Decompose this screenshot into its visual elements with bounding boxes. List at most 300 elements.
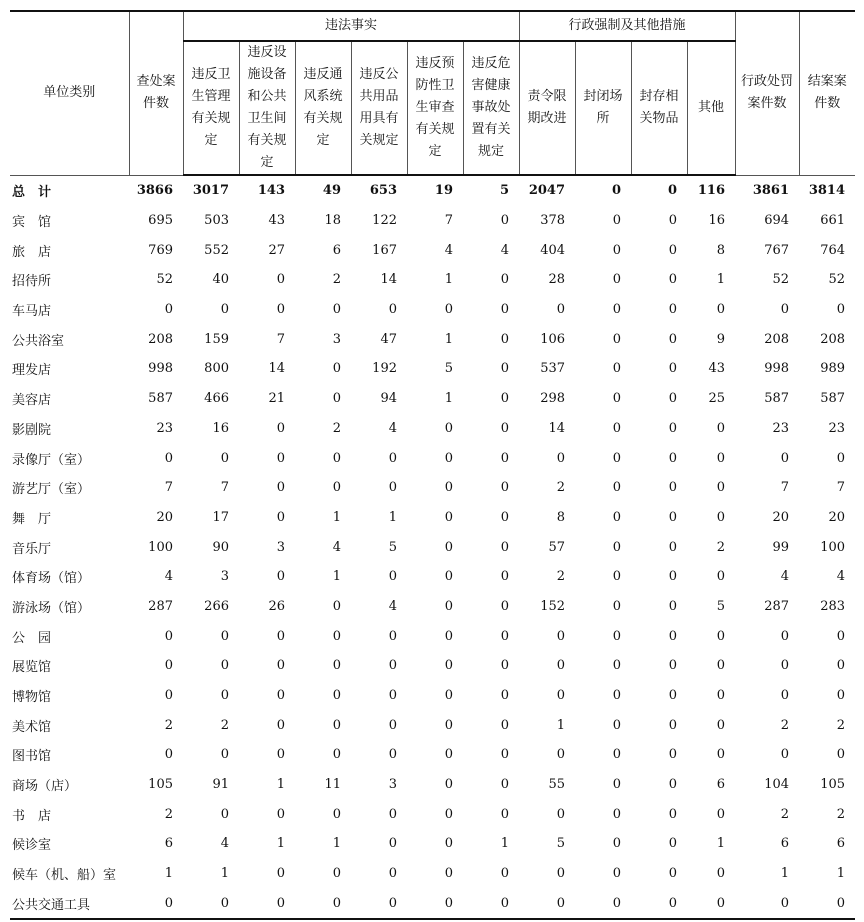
table-cell: 0 — [612, 213, 622, 229]
table-cell: 4 — [388, 598, 397, 614]
table-cell: 764 — [820, 242, 846, 258]
table-cell: 1 — [332, 569, 341, 585]
table-cell: 2 — [164, 806, 173, 822]
table-cell: 0 — [332, 717, 341, 733]
table-cell: 0 — [668, 569, 678, 585]
table-cell: 1 — [780, 866, 790, 882]
table-cell: 0 — [716, 569, 726, 585]
table-row — [10, 473, 855, 503]
table-cell: 287 — [764, 598, 790, 614]
row-label: 公 园 — [12, 630, 52, 646]
table-cell: 1 — [444, 331, 453, 347]
table-cell: 0 — [668, 866, 678, 882]
table-cell: 0 — [276, 658, 285, 674]
table-cell: 2 — [780, 806, 790, 822]
table-cell: 104 — [764, 777, 790, 793]
row-label: 车马店 — [12, 304, 52, 320]
table-cell: 7 — [220, 480, 229, 496]
table-cell: 0 — [276, 302, 285, 318]
table-cell: 0 — [388, 302, 397, 318]
table-cell: 0 — [239, 889, 295, 920]
table-cell: 0 — [612, 658, 622, 674]
table-cell: 0 — [668, 272, 678, 288]
table-cell: 0 — [735, 889, 799, 920]
table-cell: 90 — [212, 539, 229, 555]
table-cell: 587 — [148, 391, 173, 407]
table-cell: 159 — [204, 331, 229, 347]
table-cell: 0 — [500, 361, 510, 377]
table-cell: 0 — [388, 836, 397, 852]
row-label: 总 计 — [12, 185, 52, 201]
table-cell: 0 — [332, 361, 341, 377]
row-label: 招待所 — [12, 274, 52, 290]
table-cell: 0 — [500, 420, 510, 436]
table-cell: 0 — [444, 569, 453, 585]
table-row — [10, 324, 855, 354]
header-unit-type: 单位类别 — [10, 11, 129, 175]
table-cell: 1 — [836, 866, 846, 882]
table-row — [10, 681, 855, 711]
table-cell: 0 — [220, 628, 229, 644]
table-row — [10, 532, 855, 562]
table-cell: 0 — [332, 598, 341, 614]
table-cell: 208 — [820, 331, 846, 347]
header-fact-public-articles: 违反公共用品用具有关规定 — [351, 41, 407, 175]
table-cell: 0 — [668, 391, 678, 407]
table-cell: 537 — [540, 361, 566, 377]
table-cell: 1 — [388, 509, 397, 525]
table-cell: 0 — [276, 747, 285, 763]
table-cell: 52 — [156, 272, 173, 288]
table-cell: 0 — [716, 658, 726, 674]
table-cell: 3866 — [136, 183, 173, 199]
table-cell: 7 — [444, 213, 453, 229]
table-cell: 0 — [668, 658, 678, 674]
table-cell: 20 — [156, 509, 173, 525]
header-measure-other: 其他 — [687, 41, 735, 175]
table-cell: 0 — [388, 628, 397, 644]
row-label: 录像厅（室） — [12, 452, 91, 468]
header-fact-facilities-toilets: 违反设施设备和公共卫生间有关规定 — [239, 41, 295, 175]
table-cell: 0 — [444, 539, 453, 555]
table-cell: 0 — [612, 569, 622, 585]
table-cell: 0 — [612, 391, 622, 407]
table-cell: 0 — [388, 480, 397, 496]
table-cell: 6 — [780, 836, 790, 852]
table-cell: 1 — [276, 836, 285, 852]
table-cell: 94 — [380, 391, 397, 407]
table-cell: 0 — [500, 806, 510, 822]
table-cell: 0 — [667, 183, 678, 199]
table-cell: 7 — [836, 480, 846, 496]
table-cell: 0 — [444, 598, 453, 614]
table-cell: 0 — [519, 889, 575, 920]
table-cell: 0 — [388, 866, 397, 882]
header-measure-close-premises: 封闭场所 — [575, 41, 631, 175]
table-cell: 8 — [716, 242, 726, 258]
table-cell: 3814 — [808, 183, 846, 199]
table-cell: 106 — [540, 331, 566, 347]
table-cell: 14 — [380, 272, 397, 288]
table-cell: 1 — [332, 836, 341, 852]
table-row — [10, 829, 855, 859]
header-group-violation-facts: 违法事实 — [183, 11, 519, 41]
table-cell: 3 — [276, 539, 285, 555]
table-cell: 0 — [500, 331, 510, 347]
row-label: 书 店 — [12, 808, 52, 824]
table-cell: 0 — [556, 658, 566, 674]
table-row — [10, 206, 855, 236]
table-cell: 0 — [444, 628, 453, 644]
table-cell: 23 — [772, 420, 790, 436]
table-cell: 0 — [780, 658, 790, 674]
table-cell: 0 — [444, 688, 453, 704]
table-cell: 0 — [444, 747, 453, 763]
table-cell: 26 — [268, 598, 285, 614]
table-cell: 0 — [332, 747, 341, 763]
table-cell: 0 — [556, 688, 566, 704]
table-row — [10, 562, 855, 592]
table-cell: 0 — [276, 717, 285, 733]
table-cell: 19 — [434, 183, 453, 199]
table-cell: 0 — [500, 777, 510, 793]
table-cell: 0 — [575, 889, 631, 920]
row-label: 音乐厅 — [12, 541, 52, 557]
table-cell: 0 — [500, 213, 510, 229]
table-cell: 2 — [556, 569, 566, 585]
table-cell: 0 — [388, 806, 397, 822]
table-cell: 0 — [716, 747, 726, 763]
table-cell: 0 — [668, 628, 678, 644]
table-row — [10, 621, 855, 651]
table-cell: 0 — [799, 889, 855, 920]
table-cell: 0 — [351, 889, 407, 920]
table-cell: 0 — [332, 480, 341, 496]
table-cell: 16 — [212, 420, 229, 436]
table-cell: 0 — [276, 628, 285, 644]
table-cell: 0 — [276, 272, 285, 288]
table-cell: 0 — [332, 391, 341, 407]
table-cell: 9 — [716, 331, 726, 347]
table-cell: 0 — [332, 688, 341, 704]
table-cell: 0 — [612, 866, 622, 882]
table-cell: 6 — [836, 836, 846, 852]
table-cell: 0 — [668, 361, 678, 377]
table-cell: 0 — [164, 302, 173, 318]
table-cell: 2 — [716, 539, 726, 555]
table-cell: 0 — [164, 747, 173, 763]
table-cell: 8 — [556, 509, 566, 525]
table-cell: 0 — [716, 480, 726, 496]
table-cell: 0 — [836, 688, 846, 704]
table-cell: 0 — [164, 658, 173, 674]
table-cell: 0 — [668, 302, 678, 318]
table-cell: 2 — [780, 717, 790, 733]
header-group-enforcement-measures: 行政强制及其他措施 — [519, 11, 735, 41]
header-closed-cases: 结案案件数 — [799, 11, 855, 175]
table-cell: 6 — [164, 836, 173, 852]
row-label: 宾 馆 — [12, 215, 52, 231]
table-cell: 0 — [668, 598, 678, 614]
table-cell: 4 — [220, 836, 229, 852]
table-cell: 0 — [631, 889, 687, 920]
table-cell: 99 — [772, 539, 790, 555]
header-penalty-cases: 行政处罚案件数 — [735, 11, 799, 175]
table-cell: 20 — [828, 509, 846, 525]
table-row — [10, 859, 855, 889]
table-cell: 695 — [148, 213, 173, 229]
table-cell: 0 — [220, 658, 229, 674]
table-cell: 0 — [276, 806, 285, 822]
table-cell: 0 — [444, 302, 453, 318]
table-cell: 0 — [836, 658, 846, 674]
table-cell: 0 — [276, 509, 285, 525]
table-cell: 0 — [444, 836, 453, 852]
table-cell: 208 — [764, 331, 790, 347]
table-cell: 116 — [697, 183, 726, 199]
table-cell: 0 — [332, 628, 341, 644]
table-cell: 0 — [332, 450, 341, 466]
table-cell: 3 — [388, 777, 397, 793]
table-cell: 6 — [716, 777, 726, 793]
table-cell: 14 — [268, 361, 285, 377]
table-cell: 5 — [556, 836, 566, 852]
table-cell: 2 — [332, 420, 341, 436]
table-cell: 0 — [500, 450, 510, 466]
table-cell: 0 — [500, 480, 510, 496]
table-cell: 0 — [611, 183, 622, 199]
table-cell: 27 — [268, 242, 285, 258]
table-cell: 0 — [612, 806, 622, 822]
table-cell: 0 — [220, 806, 229, 822]
header-measure-rectification: 责令限期改进 — [519, 41, 575, 175]
table-cell: 43 — [708, 361, 726, 377]
table-cell: 28 — [548, 272, 566, 288]
table-cell: 16 — [708, 213, 726, 229]
table-cell: 0 — [500, 391, 510, 407]
row-label: 体育场（馆） — [12, 571, 91, 587]
table-cell: 2 — [836, 717, 846, 733]
table-cell: 23 — [156, 420, 173, 436]
row-label: 公共交通工具 — [10, 889, 129, 920]
table-cell: 0 — [332, 302, 341, 318]
header-fact-hygiene-management: 违反卫生管理有关规定 — [183, 41, 239, 175]
table-cell: 1 — [444, 391, 453, 407]
table-cell: 0 — [463, 889, 519, 920]
table-row — [10, 354, 855, 384]
table-cell: 0 — [716, 688, 726, 704]
table-cell: 0 — [612, 688, 622, 704]
table-cell: 0 — [612, 717, 622, 733]
table-cell: 0 — [444, 509, 453, 525]
table-cell: 0 — [668, 242, 678, 258]
table-cell: 0 — [836, 450, 846, 466]
table-cell: 2 — [836, 806, 846, 822]
table-cell: 105 — [148, 777, 173, 793]
table-body — [10, 175, 855, 919]
table-cell: 122 — [372, 213, 397, 229]
table-cell: 0 — [668, 420, 678, 436]
table-cell: 0 — [668, 777, 678, 793]
table-cell: 91 — [212, 777, 229, 793]
table-cell: 1 — [500, 836, 510, 852]
table-cell: 14 — [548, 420, 566, 436]
table-cell: 0 — [500, 272, 510, 288]
table-cell: 0 — [500, 569, 510, 585]
table-cell: 0 — [556, 747, 566, 763]
table-cell: 208 — [148, 331, 173, 347]
row-label: 美容店 — [12, 393, 52, 409]
table-cell: 0 — [129, 889, 183, 920]
header-fact-preventive-review: 违反预防性卫生审查有关规定 — [407, 41, 463, 175]
row-label: 舞 厅 — [12, 511, 52, 527]
table-cell: 0 — [164, 628, 173, 644]
table-cell: 0 — [444, 777, 453, 793]
table-cell: 404 — [540, 242, 566, 258]
table-cell: 47 — [380, 331, 397, 347]
table-cell: 0 — [556, 450, 566, 466]
table-cell: 0 — [612, 480, 622, 496]
table-cell: 283 — [820, 598, 846, 614]
table-cell: 0 — [612, 747, 622, 763]
table-cell: 1 — [220, 866, 229, 882]
table-row — [10, 710, 855, 740]
table-cell: 0 — [780, 628, 790, 644]
table-cell: 0 — [183, 889, 239, 920]
table-cell: 0 — [500, 598, 510, 614]
table-cell: 5 — [388, 539, 397, 555]
table-cell: 1 — [716, 272, 726, 288]
table-cell: 2 — [164, 717, 173, 733]
table-cell: 0 — [716, 420, 726, 436]
table-cell: 0 — [220, 688, 229, 704]
table-cell: 0 — [612, 242, 622, 258]
table-cell: 4 — [836, 569, 846, 585]
table-cell: 0 — [276, 480, 285, 496]
table-row — [10, 592, 855, 622]
table-row — [10, 740, 855, 770]
row-label: 展览馆 — [12, 660, 52, 676]
table-cell: 0 — [836, 747, 846, 763]
row-label: 博物馆 — [12, 690, 52, 706]
table-cell: 7 — [276, 331, 285, 347]
table-cell: 0 — [407, 889, 463, 920]
table-cell: 0 — [276, 688, 285, 704]
row-label: 公共浴室 — [12, 333, 65, 349]
table-cell: 0 — [668, 747, 678, 763]
table-cell: 100 — [820, 539, 846, 555]
table-cell: 0 — [444, 806, 453, 822]
table-row-total — [10, 175, 855, 206]
table-cell: 40 — [212, 272, 229, 288]
table-cell: 661 — [820, 213, 846, 229]
table-cell: 0 — [500, 658, 510, 674]
table-cell: 0 — [716, 450, 726, 466]
table-cell: 0 — [388, 569, 397, 585]
table-cell: 1 — [716, 836, 726, 852]
row-label: 游泳场（馆） — [12, 600, 91, 616]
table-cell: 0 — [668, 331, 678, 347]
table-cell: 17 — [212, 509, 229, 525]
table-cell: 2 — [556, 480, 566, 496]
table-cell: 57 — [548, 539, 566, 555]
table-cell: 0 — [500, 717, 510, 733]
table-cell: 466 — [204, 391, 229, 407]
table-cell: 18 — [324, 213, 341, 229]
table-cell: 0 — [668, 717, 678, 733]
table-cell: 0 — [444, 420, 453, 436]
table-cell: 0 — [500, 747, 510, 763]
table-cell: 11 — [324, 777, 341, 793]
table-cell: 0 — [612, 361, 622, 377]
table-cell: 0 — [716, 717, 726, 733]
table-cell: 1 — [444, 272, 453, 288]
table-cell: 0 — [500, 302, 510, 318]
table-cell: 287 — [148, 598, 173, 614]
table-cell: 0 — [612, 450, 622, 466]
table-row — [10, 384, 855, 414]
table-row — [10, 295, 855, 325]
table-cell: 5 — [716, 598, 726, 614]
table-cell: 0 — [836, 628, 846, 644]
table-cell: 0 — [388, 688, 397, 704]
table-cell: 653 — [369, 183, 397, 199]
table-cell: 0 — [444, 717, 453, 733]
table-cell: 0 — [556, 628, 566, 644]
table-cell: 0 — [612, 331, 622, 347]
table-row — [10, 235, 855, 265]
table-cell: 52 — [828, 272, 846, 288]
table-cell: 0 — [612, 598, 622, 614]
table-cell: 0 — [444, 450, 453, 466]
table-row — [10, 503, 855, 533]
table-cell: 192 — [372, 361, 397, 377]
table-cell: 0 — [780, 302, 790, 318]
table-cell: 0 — [668, 509, 678, 525]
table-cell: 0 — [276, 569, 285, 585]
row-label: 影剧院 — [12, 422, 52, 438]
table-row — [10, 770, 855, 800]
table-cell: 4 — [388, 420, 397, 436]
table-cell: 0 — [612, 539, 622, 555]
header-fact-ventilation: 违反通风系统有关规定 — [295, 41, 351, 175]
table-cell: 0 — [332, 658, 341, 674]
table-cell: 0 — [332, 806, 341, 822]
table-cell: 152 — [540, 598, 566, 614]
table-cell: 0 — [612, 272, 622, 288]
row-label: 候车（机、船）室 — [12, 868, 117, 884]
table-cell: 1 — [276, 777, 285, 793]
row-label: 美术馆 — [12, 719, 52, 735]
table-cell: 0 — [716, 302, 726, 318]
table-cell: 767 — [764, 242, 790, 258]
row-label: 图书馆 — [12, 749, 52, 765]
table-row — [10, 799, 855, 829]
table-cell: 43 — [268, 213, 285, 229]
table-cell: 0 — [612, 420, 622, 436]
table-cell: 0 — [668, 539, 678, 555]
table-cell: 694 — [764, 213, 790, 229]
table-cell: 0 — [388, 658, 397, 674]
statistics-table-container — [10, 10, 855, 920]
table-cell: 0 — [332, 866, 341, 882]
table-cell: 7 — [780, 480, 790, 496]
table-row — [10, 414, 855, 444]
table-cell: 552 — [204, 242, 229, 258]
table-cell: 0 — [780, 450, 790, 466]
table-cell: 21 — [268, 391, 285, 407]
table-cell: 0 — [444, 866, 453, 882]
